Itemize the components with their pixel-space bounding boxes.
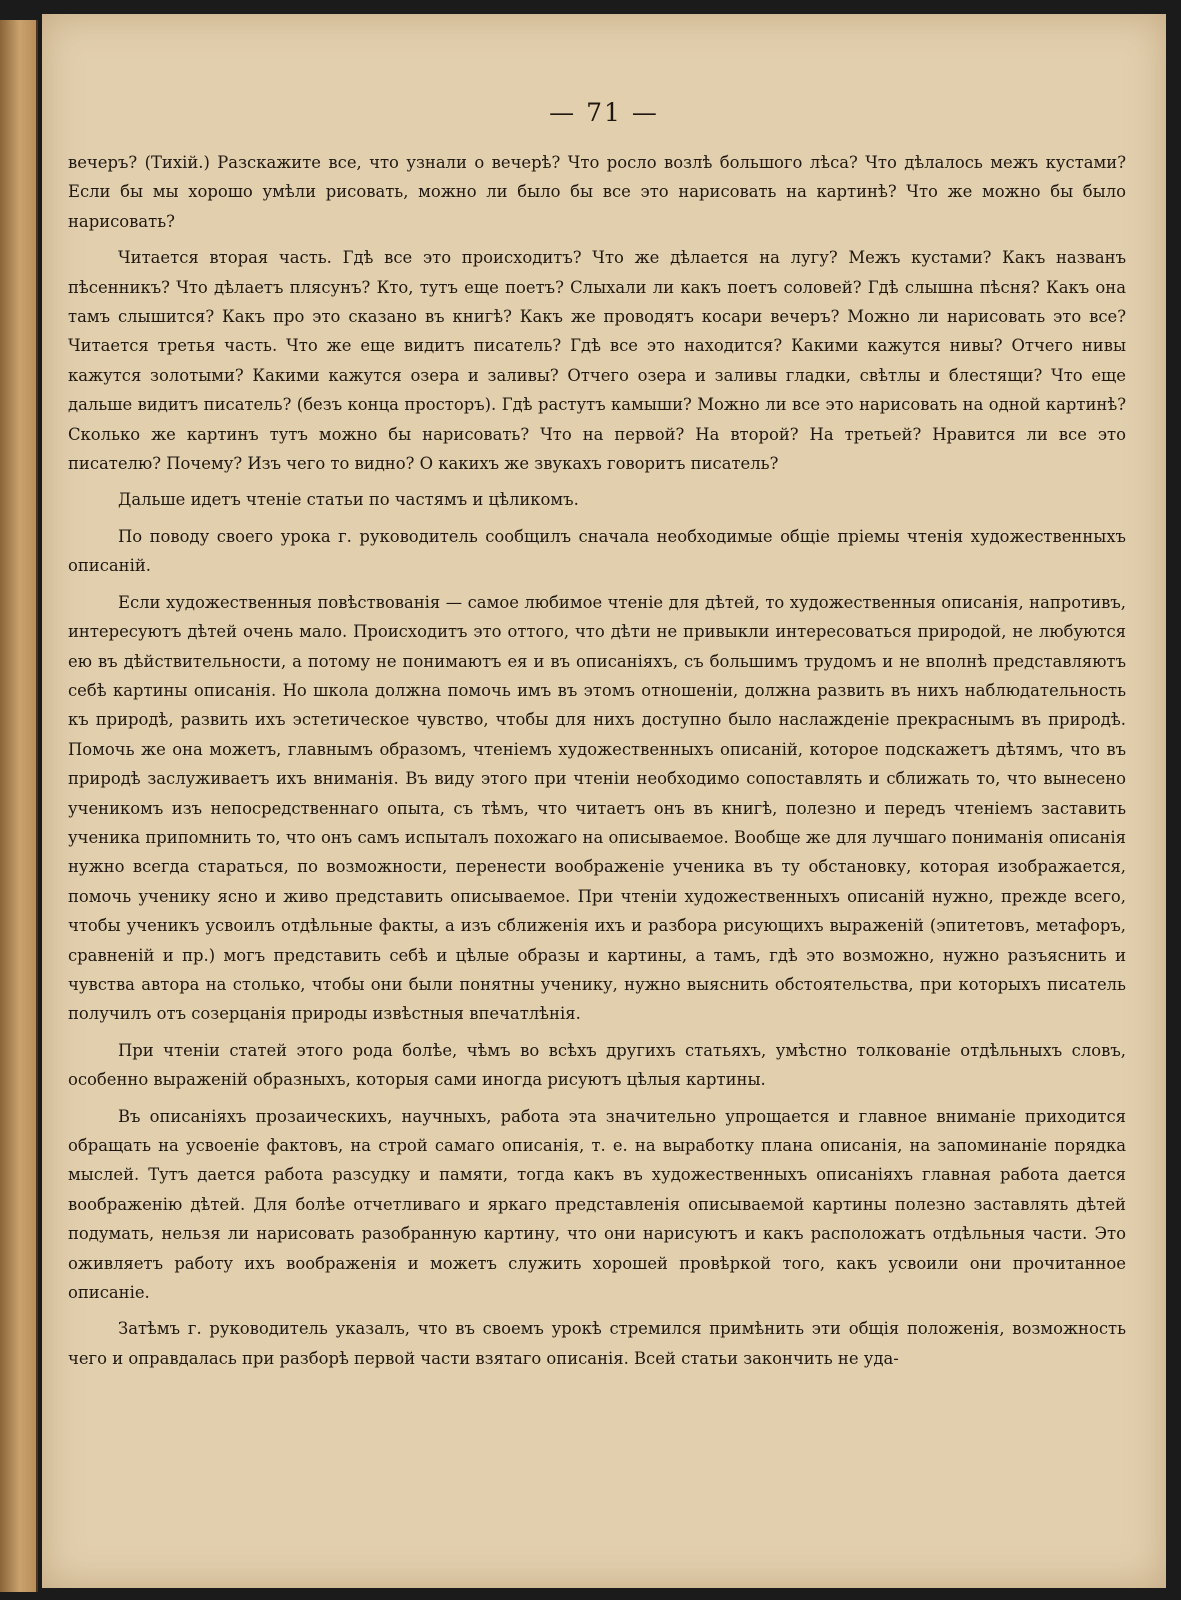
paragraph: По поводу своего урока г. руководитель сообщилъ сначала необходимые общіе пріемы чтенія художественныхъ описаній. bbox=[68, 526, 1126, 576]
book-page bbox=[42, 14, 1166, 1588]
paragraph: Если художественныя повѣствованія — самое любимое чтеніе для дѣтей, то художественныя описанія, напротивъ, интересуютъ дѣтей очень мало. Происходитъ это оттого, что дѣти не привыкли интересоваться природой, не любуются ею въ дѣйствительности, а потому не понимаютъ ея и въ описаніяхъ, съ большимъ трудомъ и не вполнѣ представляютъ себѣ картины описанія. Но школа должна помочь имъ въ этомъ отношеніи, должна развить въ нихъ наблюдательность къ природѣ, развить ихъ эстетическое чувство, чтобы для нихъ доступно было наслажденіе прекраснымъ въ природѣ. Помочь же она можетъ, главнымъ образомъ, чтеніемъ художественныхъ описаній, которое подскажетъ дѣтямъ, что въ природѣ заслуживаетъ ихъ вниманія. Въ виду этого при чтеніи необходимо сопоставлять и сближать то, что вынесено ученикомъ изъ непосредственнаго опыта, съ тѣмъ, что читаетъ онъ въ книгѣ, полезно и передъ чтеніемъ заставить ученика припомнить то, что онъ самъ испыталъ похожаго на описываемое. Вообще же для лучшаго пониманія описанія нужно всегда стараться, по возможности, перенести воображеніе ученика въ ту обстановку, которая изображается, помочь ученику ясно и живо представить описываемое. При чтеніи художественныхъ описаній нужно, прежде всего, чтобы ученикъ усвоилъ отдѣльные факты, а изъ сближенія ихъ и разбора рисующихъ выраженій (эпитетовъ, метафоръ, сравненій и пр.) могъ представить себѣ и цѣлые образы и картины, а тамъ, гдѣ это возможно, нужно разъяснить и чувства автора на столько, чтобы они были понятны ученику, нужно выяснить обстоятельства, при которыхъ писатель получилъ отъ созерцанія природы извѣстныя впечатлѣнія. bbox=[68, 592, 1126, 1024]
page-number: — 71 — bbox=[549, 98, 659, 127]
paragraph: Читается вторая часть. Гдѣ все это происходитъ? Что же дѣлается на лугу? Межъ кустами? Какъ названъ пѣсенникъ? Что дѣлаетъ плясунъ? Кто, тутъ еще поетъ? Слыхали ли какъ поетъ соловей? Гдѣ слышна пѣсня? Какъ она тамъ слышится? Какъ про это сказано въ книгѣ? Какъ же проводятъ косари вечеръ? Можно ли нарисовать это все? Читается третья часть. Что же еще видитъ писатель? Гдѣ все это находится? Какими кажутся нивы? Отчего нивы кажутся золотыми? Какими кажутся озера и заливы? Отчего озера и заливы гладки, свѣтлы и блестящи? Что еще дальше видитъ писатель? (безъ конца просторъ). Гдѣ растутъ камыши? Можно ли все это нарисовать на одной картинѣ? Сколько же картинъ тутъ можно бы нарисовать? Что на первой? На второй? На третьей? Нравится ли все это писателю? Почему? Изъ чего то видно? О какихъ же звукахъ говоритъ писатель? bbox=[68, 248, 1126, 474]
page-body bbox=[68, 148, 1126, 1380]
paragraph: Затѣмъ г. руководитель указалъ, что въ своемъ урокѣ стремился примѣнить эти общія положенія, возможность чего и оправдалась при разборѣ первой части взятаго описанія. Всей статьи закончить не уда- bbox=[68, 1319, 1126, 1368]
paragraph: Въ описаніяхъ прозаическихъ, научныхъ, работа эта значительно упрощается и главное вниманіе приходится обращать на усвоеніе фактовъ, на строй самаго описанія, т. е. на выработку плана описанія, на запоминаніе порядка мыслей. Тутъ дается работа разсудку и памяти, тогда какъ въ художественныхъ описаніяхъ главная работа дается воображенію дѣтей. Для болѣе отчетливаго и яркаго представленія описываемой картины полезно заставлять дѣтей подумать, нельзя ли нарисовать разобранную картину, что они нарисуютъ и какъ расположатъ отдѣльныя части. Это оживляетъ работу ихъ воображенія и можетъ служить хорошей провѣркой того, какъ усвоили они прочитанное описаніе. bbox=[68, 1106, 1126, 1303]
paragraph: При чтеніи статей этого рода болѣе, чѣмъ во всѣхъ другихъ статьяхъ, умѣстно толкованіе отдѣльныхъ словъ, особенно выраженій образныхъ, которыя сами иногда рисуютъ цѣлыя картины. bbox=[68, 1040, 1126, 1090]
adjacent-page-edge bbox=[0, 20, 38, 1592]
paragraph: вечеръ? (Тихій.) Разскажите все, что узнали о вечерѣ? Что росло возлѣ большого лѣса? Что дѣлалось межъ кустами? Если бы мы хорошо умѣли рисовать, можно ли было бы все это нарисовать на картинѣ? Что же можно бы было нарисовать? bbox=[68, 153, 1126, 231]
paragraph: Дальше идетъ чтеніе статьи по частямъ и цѣликомъ. bbox=[118, 490, 579, 510]
